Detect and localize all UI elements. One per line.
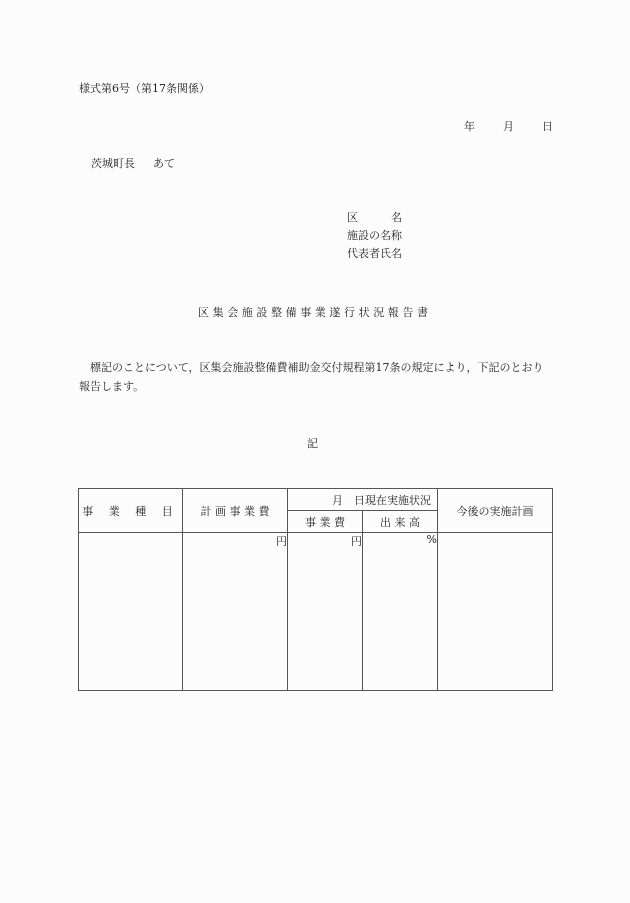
table-row xyxy=(79,533,553,691)
cell-progress[interactable] xyxy=(363,533,438,691)
cell-project-cost[interactable] xyxy=(288,533,363,691)
applicant-block xyxy=(347,209,402,263)
addressee xyxy=(91,155,175,171)
header-status-as-of: 月 日現在実施状況 xyxy=(288,489,438,511)
yen-unit: 円 xyxy=(351,535,362,548)
percent-unit: % xyxy=(426,533,437,546)
facility-name-label: 施設の名称 xyxy=(347,229,402,242)
header-progress: 出 来 高 xyxy=(363,511,438,533)
header-future-plan: 今後の実施計画 xyxy=(438,489,553,533)
representative-label: 代表者氏名 xyxy=(347,247,402,260)
cell-planned-cost[interactable] xyxy=(183,533,288,691)
district-label: 区 名 xyxy=(347,211,402,224)
month-label: 月 xyxy=(503,120,514,133)
year-label: 年 xyxy=(464,120,475,133)
cell-project-type[interactable] xyxy=(79,533,183,691)
day-label: 日 xyxy=(542,120,553,133)
document-title: 区集会施設整備事業遂行状況報告書 xyxy=(198,306,432,319)
body-text: 標記のことについて，区集会施設整備費補助金交付規程第17条の規定により，下記のとおり報告します。 xyxy=(79,361,544,393)
date-field xyxy=(464,118,553,134)
header-planned-cost: 計 画 事 業 費 xyxy=(183,489,288,533)
form-number: 様式第6号（第17条関係） xyxy=(79,82,210,95)
header-project-cost: 事 業 費 xyxy=(288,511,363,533)
cell-future-plan[interactable] xyxy=(438,533,553,691)
ki-heading: 記 xyxy=(307,437,318,450)
header-project-type: 事 業 種 目 xyxy=(79,489,183,533)
addressee-suffix: あて xyxy=(153,157,175,170)
report-table xyxy=(78,488,553,691)
yen-unit: 円 xyxy=(276,535,287,548)
addressee-name: 茨城町長 xyxy=(91,157,135,170)
